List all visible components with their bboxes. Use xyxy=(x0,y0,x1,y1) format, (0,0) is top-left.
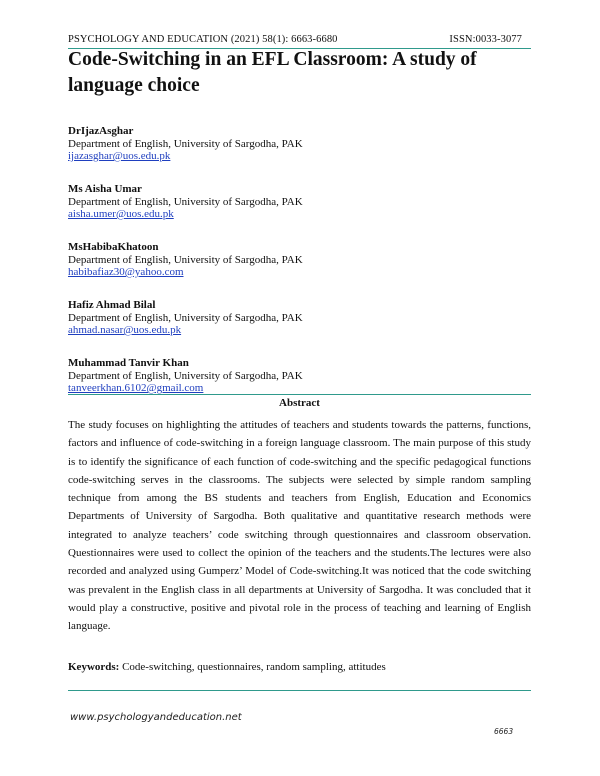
keywords-line xyxy=(68,659,531,675)
author-email-link[interactable]: ijazasghar@uos.edu.pk xyxy=(68,150,171,162)
footer-website-url: www.psychologyandeducation.net xyxy=(70,712,242,723)
author-affiliation: Department of English, University of Sargodha, PAK xyxy=(68,195,303,208)
author-email-link[interactable]: aisha.umer@uos.edu.pk xyxy=(68,208,174,220)
page-number: 6663 xyxy=(494,727,514,736)
author-affiliation: Department of English, University of Sargodha, PAK xyxy=(68,253,303,266)
author-name: Hafiz Ahmad Bilal xyxy=(68,299,156,311)
author-affiliation: Department of English, University of Sargodha, PAK xyxy=(68,311,303,324)
abstract-top-divider xyxy=(68,394,531,395)
issn-label: ISSN:0033-3077 xyxy=(449,34,522,45)
author-email-link[interactable]: tanveerkhan.6102@gmail.com xyxy=(68,382,204,394)
journal-citation: PSYCHOLOGY AND EDUCATION (2021) 58(1): 6663-6680 xyxy=(68,34,338,45)
abstract-body: The study focuses on highlighting the attitudes of teachers and students towards the patterns, functions, factors and influence of code-switching in a foreign language classroom. The main purpose of this study is to identify the significance of each function of code-switching and the specific pedagogical functions code-switching serves in the classrooms. The subjects were selected by simple random sampling technique from among the BS students and teachers from English, Education and Economics Departments of University of Sargodha. Both qualitative and quantitative research methods were integrated to analyze teachers’ code switching through questionnaires and classroom observation. Questionnaires were used to collect the opinion of the teachers and the students.The lectures were also recorded and analyzed using Gumperz’ Model of Code-switching.It was noticed that the code switching was prevalent in the English class in all departments at University of Sargodha. It was concluded that it would play a constructive, positive and pivotal role in the process of teaching and learning of English language. xyxy=(68,419,531,633)
author-block xyxy=(68,241,528,299)
author-block xyxy=(68,183,528,241)
author-list xyxy=(68,125,528,415)
author-block xyxy=(68,125,528,183)
keywords-label: Keywords: xyxy=(68,661,120,673)
author-email-link[interactable]: ahmad.nasar@uos.edu.pk xyxy=(68,324,182,336)
author-name: MsHabibaKhatoon xyxy=(68,241,159,253)
author-affiliation: Department of English, University of Sargodha, PAK xyxy=(68,369,303,382)
paper-title: Code-Switching in an EFL Classroom: A study of language choice xyxy=(68,49,477,96)
author-name: Ms Aisha Umar xyxy=(68,183,142,195)
author-name: Muhammad Tanvir Khan xyxy=(68,357,189,369)
author-name: DrIjazAsghar xyxy=(68,125,134,137)
abstract-heading: Abstract xyxy=(279,397,320,409)
author-email-link[interactable]: habibafiaz30@yahoo.com xyxy=(68,266,184,278)
keywords-text: Code-switching, questionnaires, random sampling, attitudes xyxy=(122,661,386,673)
author-affiliation: Department of English, University of Sargodha, PAK xyxy=(68,137,303,150)
author-block xyxy=(68,299,528,357)
abstract-bottom-divider xyxy=(68,690,531,691)
